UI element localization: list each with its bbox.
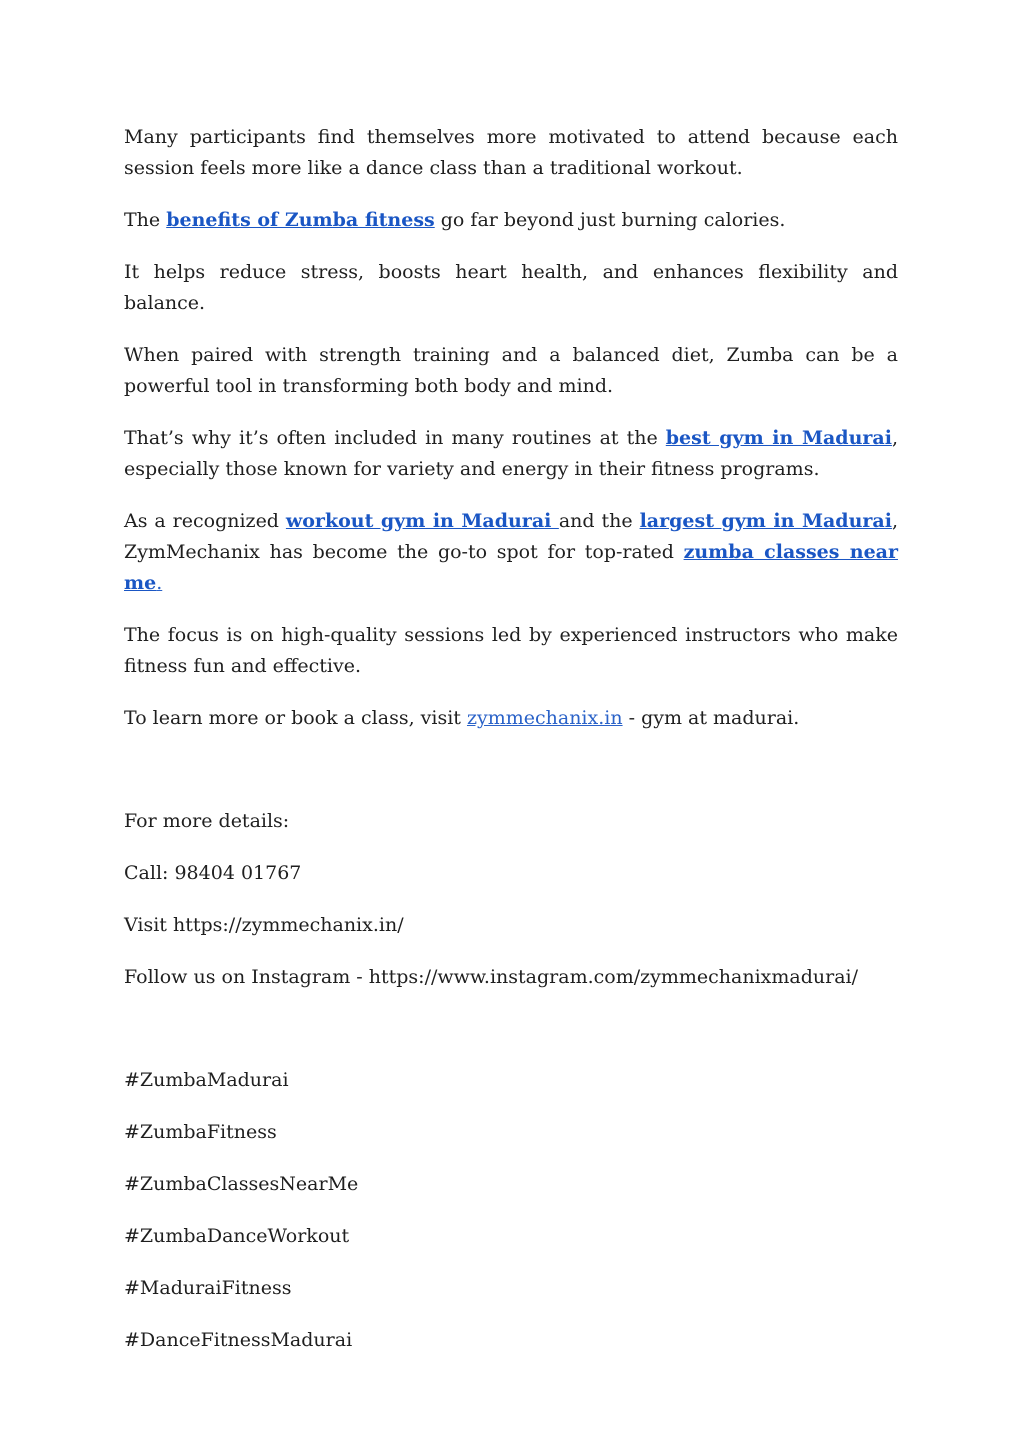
contact-call: Call: 98404 01767 — [124, 862, 302, 884]
paragraph-recognized-gym — [124, 506, 898, 599]
paragraph-strength-training: When paired with strength training and a balanced diet, Zumba can be a powerful tool in transforming both body and mind. — [124, 344, 898, 397]
text-span: - gym at madurai. — [622, 707, 800, 729]
paragraph-stress: It helps reduce stress, boosts heart health, and enhances flexibility and balance. — [124, 261, 898, 314]
text-span: To learn more or book a class, visit — [124, 707, 467, 729]
link-benefits-of-zumba-fitness[interactable]: benefits of Zumba fitness — [166, 209, 435, 231]
hashtag-list — [124, 1065, 898, 1356]
contact-visit: Visit https://zymmechanix.in/ — [124, 914, 404, 936]
hashtag-item: #ZumbaDanceWorkout — [124, 1225, 350, 1247]
hashtag-item: #ZumbaFitness — [124, 1121, 277, 1143]
text-span: go far beyond just burning calories. — [434, 209, 786, 231]
paragraph-best-gym — [124, 423, 898, 485]
text-span: , ZymMechanix has become the go-to spot for top-rated — [124, 510, 898, 563]
link-zumba-classes-near-me[interactable]: zumba classes near me — [124, 541, 898, 594]
paragraph-focus: The focus is on high-quality sessions led by experienced instructors who make fitness fun and effective. — [124, 624, 898, 677]
paragraph-benefits — [124, 205, 898, 236]
text-span: The — [124, 209, 167, 231]
paragraph-learn-more — [124, 703, 898, 734]
link-largest-gym-in-madurai[interactable]: largest gym in Madurai — [639, 510, 892, 532]
contact-heading: For more details: — [124, 810, 290, 832]
text-span: That’s why it’s often included in many routines at the — [124, 427, 666, 449]
hashtag-item: #MaduraiFitness — [124, 1277, 292, 1299]
link-zymmechanix[interactable]: zymmechanix.in — [466, 707, 623, 729]
document-page — [124, 122, 898, 1377]
link-best-gym-in-madurai[interactable]: best gym in Madurai — [665, 427, 892, 449]
hashtag-item: #DanceFitnessMadurai — [124, 1329, 353, 1351]
hashtag-item: #ZumbaClassesNearMe — [124, 1173, 359, 1195]
link-period[interactable]: . — [156, 572, 163, 594]
hashtag-item: #ZumbaMadurai — [124, 1069, 289, 1091]
paragraph-motivation: Many participants find themselves more motivated to attend because each session feels more like a dance class than a traditional workout. — [124, 126, 898, 179]
link-workout-gym-in-madurai[interactable]: workout gym in Madurai — [285, 510, 559, 532]
text-span: and the — [558, 510, 640, 532]
text-span: , especially those known for variety and energy in their fitness programs. — [124, 427, 898, 480]
text-span: As a recognized — [124, 510, 286, 532]
contact-instagram: Follow us on Instagram - https://www.instagram.com/zymmechanixmadurai/ — [124, 966, 859, 988]
